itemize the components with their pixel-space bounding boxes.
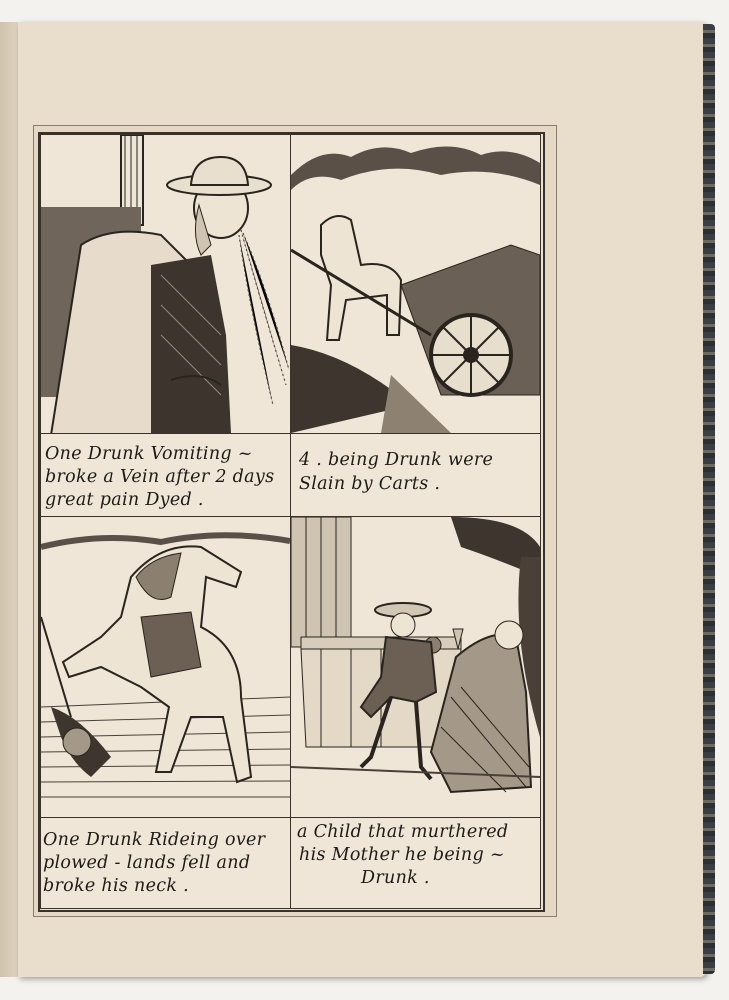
caption-1-line-1: One Drunk Vomiting ~ (45, 444, 253, 464)
caption-4-line-1: a Child that murthered (297, 822, 509, 842)
caption-2-line-2: Slain by Carts . (299, 474, 441, 494)
caption-box-3 (40, 817, 291, 909)
panel-vomiting-illustration (40, 134, 291, 434)
caption-box-2 (290, 433, 541, 517)
caption-4-line-3: Drunk . (361, 868, 430, 888)
caption-box-4 (290, 817, 541, 909)
panel-cart-illustration (290, 134, 541, 434)
panel-horse-illustration (40, 516, 291, 818)
caption-3-line-2: plowed - lands fell and (43, 853, 251, 873)
caption-3-line-1: One Drunk Rideing over (43, 830, 266, 850)
caption-4-line-2: his Mother he being ~ (299, 845, 505, 865)
caption-3-line-3: broke his neck . (43, 876, 189, 896)
caption-box-1 (40, 433, 291, 517)
caption-1-line-2: broke a Vein after 2 days (45, 467, 275, 487)
caption-2-line-1: 4 . being Drunk were (299, 450, 494, 470)
panel-child-mother-illustration (290, 516, 541, 818)
caption-1-line-3: great pain Dyed . (45, 490, 204, 510)
marbled-edge (703, 24, 715, 974)
